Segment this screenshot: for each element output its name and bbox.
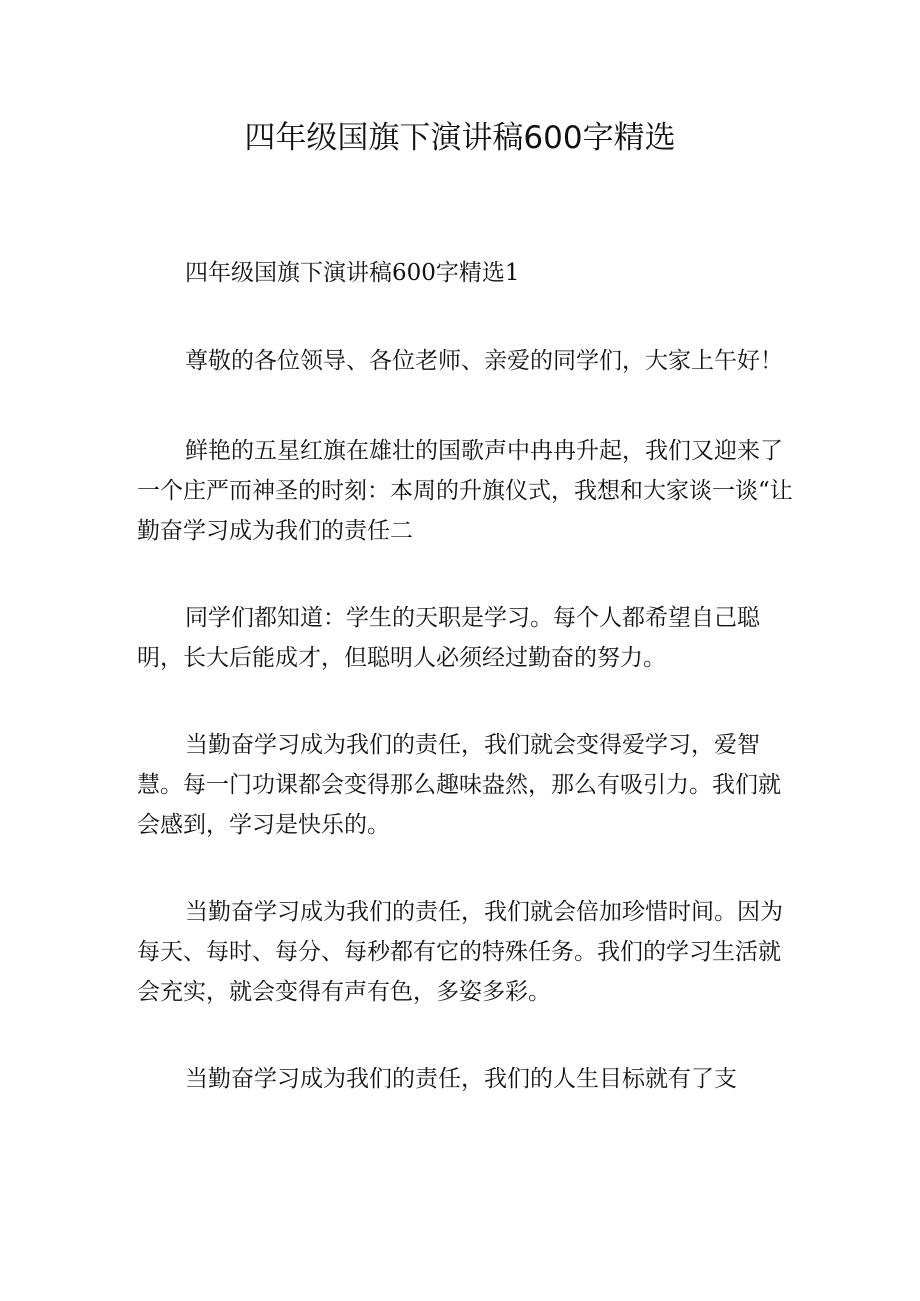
body-paragraph: 当勤奋学习成为我们的责任，我们的人生目标就有了支 (185, 1066, 737, 1092)
body-paragraph: 鲜艳的五星红旗在雄壮的国歌声中冉冉升起，我们又迎来了一个庄严而神圣的时刻：本周的升旗仪式，我想和大家谈一谈“让勤奋学习成为我们的责任二 (137, 438, 793, 544)
body-paragraph: 当勤奋学习成为我们的责任，我们就会倍加珍惜时间。因为每天、每时、每分、每秒都有它的特殊任务。我们的学习生活就会充实，就会变得有声有色，多姿多彩。 (137, 899, 783, 1005)
body-paragraph: 当勤奋学习成为我们的责任，我们就会变得爱学习，爱智慧。每一门功课都会变得那么趣味盎然，那么有吸引力。我们就会感到，学习是快乐的。 (137, 732, 781, 838)
body-paragraph: 同学们都知道：学生的天职是学习。每个人都希望自己聪明，长大后能成才，但聪明人必须经过勤奋的努力。 (137, 605, 760, 671)
document-title: 四年级国旗下演讲稿600字精选 (244, 120, 676, 156)
greeting-paragraph: 尊敬的各位领导、各位老师、亲爱的同学们，大家上午好！ (185, 348, 783, 374)
document-body (137, 253, 797, 1147)
section-subtitle: 四年级国旗下演讲稿600字精选1 (185, 260, 520, 286)
